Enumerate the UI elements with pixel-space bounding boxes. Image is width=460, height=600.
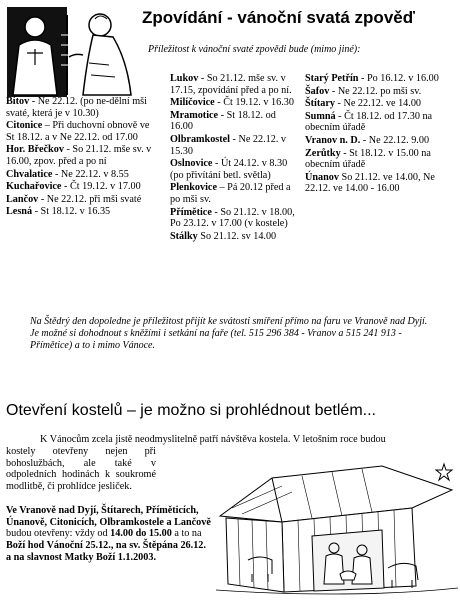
- place-name: Zerůtky: [305, 147, 341, 159]
- place-name: Lesná: [6, 206, 33, 218]
- place-details: - St 18.12. od 16.00: [170, 109, 276, 133]
- list-item: [170, 110, 300, 133]
- place-details: - Ne 22.12. (po ne-dělní mši svaté, která je v 10.30): [6, 96, 147, 119]
- list-item: [170, 158, 300, 181]
- section1-subtitle: Příležitost k vánoční svaté zpovědi bude (mimo jiné):: [148, 44, 361, 55]
- list-item: [305, 86, 455, 98]
- place-name: Starý Petřín: [305, 73, 359, 84]
- place-name: Plenkovice: [170, 182, 217, 194]
- opening-days: Boží hod Vánoční 25.12., na sv. Štěpána 26.12. a na slavnost Matky Boží 1.1.2003.: [6, 540, 206, 563]
- list-item: [170, 207, 300, 230]
- place-name: Milíčovice: [170, 97, 215, 109]
- place-name: Bítov: [6, 96, 30, 107]
- church-list: Ve Vranově nad Dyjí, Štítarech, Příměticích, Únanově, Citonicích, Olbramkostele a Lančově: [6, 505, 211, 528]
- place-details: - Ne 22.12. v 15.30: [170, 133, 287, 157]
- list-item: [305, 135, 455, 147]
- list-item: [6, 144, 156, 167]
- place-name: Vranov n. D.: [305, 134, 361, 146]
- intro-paragraph: K Vánocům zcela jistě neodmyslitelně patří návštěva kostela. V letošním roce budou: [40, 434, 386, 445]
- list-item: [305, 98, 455, 110]
- place-details: - Út 24.12. v 8.30 (po přivítání betl. světla): [170, 158, 288, 181]
- schedule-column-2: [170, 73, 300, 243]
- list-item: [305, 73, 455, 85]
- place-details: - Ne 22.12. po mši sv.: [329, 85, 422, 97]
- list-item: [6, 181, 156, 193]
- place-details: So 21.12. ve 14.00, Ne 22.12. ve 14.00 - 16.00: [305, 171, 435, 195]
- opening-hours: 14.00 do 15.00: [110, 528, 172, 540]
- list-item: [170, 231, 300, 243]
- section1-title: Zpovídání - vánoční svatá zpověď: [142, 8, 415, 27]
- list-item: [305, 172, 455, 195]
- place-details: - Po 16.12. v 16.00: [358, 73, 439, 84]
- place-details: - So 21.12. v 18.00, Po 23.12. v 17.00 (v kostele): [170, 206, 295, 230]
- place-name: Kuchařovice: [6, 181, 62, 193]
- place-name: Stálky: [170, 230, 198, 242]
- place-details: So 21.12. sv 14.00: [197, 230, 277, 242]
- confession-illustration: [5, 5, 135, 100]
- place-details: - St 18.12. v 15.00 na obecním úřadě: [305, 147, 431, 171]
- place-name: Šafov: [305, 85, 330, 97]
- list-item: [170, 134, 300, 157]
- schedule-column-3: [305, 73, 455, 196]
- schedule-column-1: [6, 96, 156, 219]
- place-details: - Čt 19.12. v 17.00: [61, 181, 141, 193]
- open-churches-paragraph: kostely otevřeny nejen při bohoslužbách, ale také v odpoledních hodinách k soukromé modlitbě, či prohlídce jesliček.: [6, 446, 156, 493]
- place-details: - Čt 19.12. v 16.30: [214, 97, 294, 109]
- christmas-eve-note: Na Štědrý den dopoledne je příležitost přijít ke svátosti smíření přímo na faru ve Vranově nad Dyjí. Je možné si dohodnout s kněžími i setkání na faře (tel. 515 296 384 - Vranov a 515 241 913 - Přímětice) a to i mimo Vánoce.: [30, 316, 428, 351]
- place-name: Lukov: [170, 73, 199, 84]
- opening-text: budou otevřeny: vždy od: [6, 528, 111, 540]
- place-name: Únanov: [305, 171, 339, 183]
- place-details: - Čt 18.12. od 17.30 na obecním úřadě: [305, 110, 433, 134]
- place-name: Oslnovice: [170, 158, 213, 170]
- place-details: - Ne 22.12. 9.00: [360, 134, 430, 146]
- place-name: Lančov: [6, 193, 39, 205]
- list-item: [6, 120, 156, 143]
- place-name: Štítary: [305, 98, 335, 110]
- list-item: [6, 169, 156, 181]
- place-name: Sumná: [305, 110, 336, 122]
- list-item: [305, 111, 455, 134]
- list-item: [170, 182, 300, 205]
- place-details: - St 18.12. v 16.35: [32, 206, 111, 218]
- list-item: [170, 73, 300, 96]
- list-item: [6, 206, 156, 218]
- place-name: Chvalatice: [6, 168, 53, 180]
- place-details: – Pá 20.12 před a po mši sv.: [170, 182, 291, 205]
- place-details: - Ne 22.12. v 8.55: [52, 168, 129, 180]
- place-name: Mramotice: [170, 109, 219, 121]
- opening-hours-paragraph: [6, 505, 212, 564]
- place-name: Citonice: [6, 120, 43, 132]
- place-details: - Ne 22.12. při mši svaté: [38, 193, 142, 205]
- place-name: Hor. Břečkov: [6, 144, 64, 156]
- list-item: [170, 97, 300, 109]
- opening-text-2: a to na: [171, 528, 202, 540]
- place-details: – Při duchovní obnově ve St 18.12. a v Ne 22.12. od 17.00: [6, 120, 150, 143]
- place-details: - So 21.12. mše sv. v 17.15, zpovídání před a po ní.: [170, 73, 292, 96]
- list-item: [6, 96, 156, 119]
- place-name: Olbramkostel: [170, 133, 230, 145]
- place-name: Přímětice: [170, 206, 212, 218]
- place-details: - Ne 22.12. ve 14.00: [335, 98, 422, 110]
- place-details: - So 21.12. mše sv. v 16.00, zpov. před a po ní: [6, 144, 152, 167]
- nativity-scene-illustration: [212, 456, 460, 596]
- list-item: [6, 194, 156, 206]
- section2-title: Otevření kostelů – je možno si prohlédnout betlém...: [6, 402, 376, 419]
- list-item: [305, 148, 455, 171]
